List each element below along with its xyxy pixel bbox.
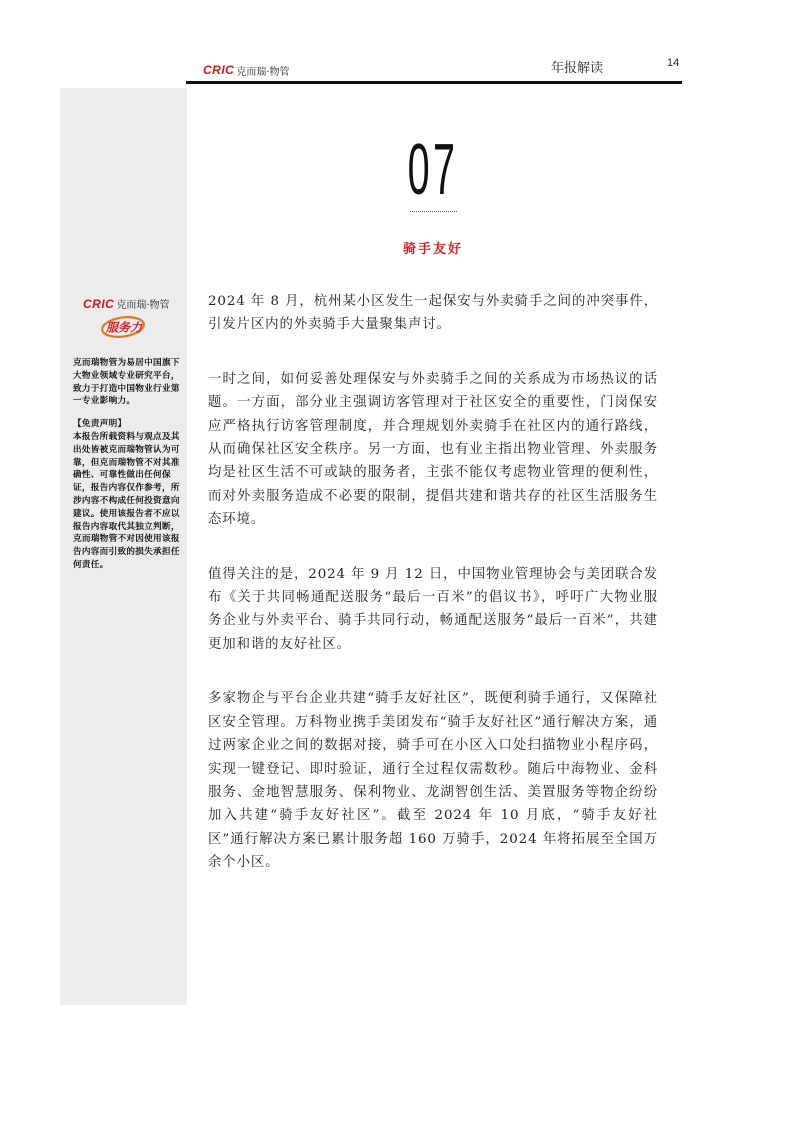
sidebar xyxy=(60,88,187,1005)
chapter-title: 骑手友好 xyxy=(402,242,463,257)
header-logo-cn: 克而瑞·物管 xyxy=(236,66,290,78)
sidebar-intro: 克而瑞物管为易居中国旗下大物业领域专业研究平台，致力于打造中国物业行业第一专业影响力。 xyxy=(73,358,180,407)
chapter-number: 07 xyxy=(407,130,459,210)
sidebar-logo-cric: CRIC xyxy=(83,296,115,311)
chapter-divider xyxy=(410,211,457,212)
header-divider xyxy=(186,81,682,84)
paragraph: 值得关注的是，2024 年 9 月 12 日，中国物业管理协会与美团联合发布《关于共同畅通配送服务“最后一百米”的倡议书》，呼吁广大物业服务企业与外卖平台、骑手共同行动，畅通配送服务“最后一百米”，共建更加和谐的友好社区。 xyxy=(208,566,658,652)
page-number: 14 xyxy=(667,57,680,69)
header-logo xyxy=(203,62,290,78)
header-logo-cric: CRIC xyxy=(203,63,235,77)
badge-text: 服务力 xyxy=(105,320,143,335)
service-power-badge-icon xyxy=(99,315,149,339)
disclaimer-text: 本报告所载资料与观点及其出处皆被克而瑞物管认为可靠，但克而瑞物管不对其准确性、可靠性做出任何保证，报告内容仅作参考，所涉内容不构成任何投资意向建议。使用该报告者不应以报告内容取代其独立判断，克而瑞物管不对因使用该报告内容而引致的损失承担任何责任。 xyxy=(73,431,180,570)
header-section-title: 年报解读 xyxy=(551,61,604,76)
article-body xyxy=(208,290,658,906)
disclaimer-title: 【免责声明】 xyxy=(73,419,127,430)
paragraph: 一时之间，如何妥善处理保安与外卖骑手之间的关系成为市场热议的话题。一方面，部分业主强调访客管理对于社区安全的重要性，门岗保安应严格执行访客管理制度，并合理规划外卖骑手在社区内的通行路线，从而确保社区安全秩序。另一方面，也有业主指出物业管理、外卖服务均是社区生活不可或缺的服务者，主张不能仅考虑物业管理的便利性，而对外卖服务造成不必要的限制，提倡共建和谐共存的社区生活服务生态环境。 xyxy=(208,371,658,528)
sidebar-logo-cn: 克而瑞·物管 xyxy=(116,300,170,311)
paragraph: 2024 年 8 月，杭州某小区发生一起保安与外卖骑手之间的冲突事件，引发片区内的外卖骑手大量聚集声讨。 xyxy=(208,294,658,333)
sidebar-logo xyxy=(83,296,170,311)
paragraph: 多家物企与平台企业共建“骑手友好社区”，既便利骑手通行，又保障社区安全管理。万科物业携手美团发布“骑手友好社区”通行解决方案，通过两家企业之间的数据对接，骑手可在小区入口处扫描物业小程序码，实现一键登记、即时验证，通行全过程仅需数秒。随后中海物业、金科服务、金地智慧服务、保利物业、龙湖智创生活、美置服务等物企纷纷加入共建“骑手友好社区”。截至 2024 年 10 月底，“骑手友好社区”通行解决方案已累计服务超 160 万骑手，2024 年将拓展至全国万余个小区。 xyxy=(208,691,658,871)
sidebar-text xyxy=(73,357,181,572)
